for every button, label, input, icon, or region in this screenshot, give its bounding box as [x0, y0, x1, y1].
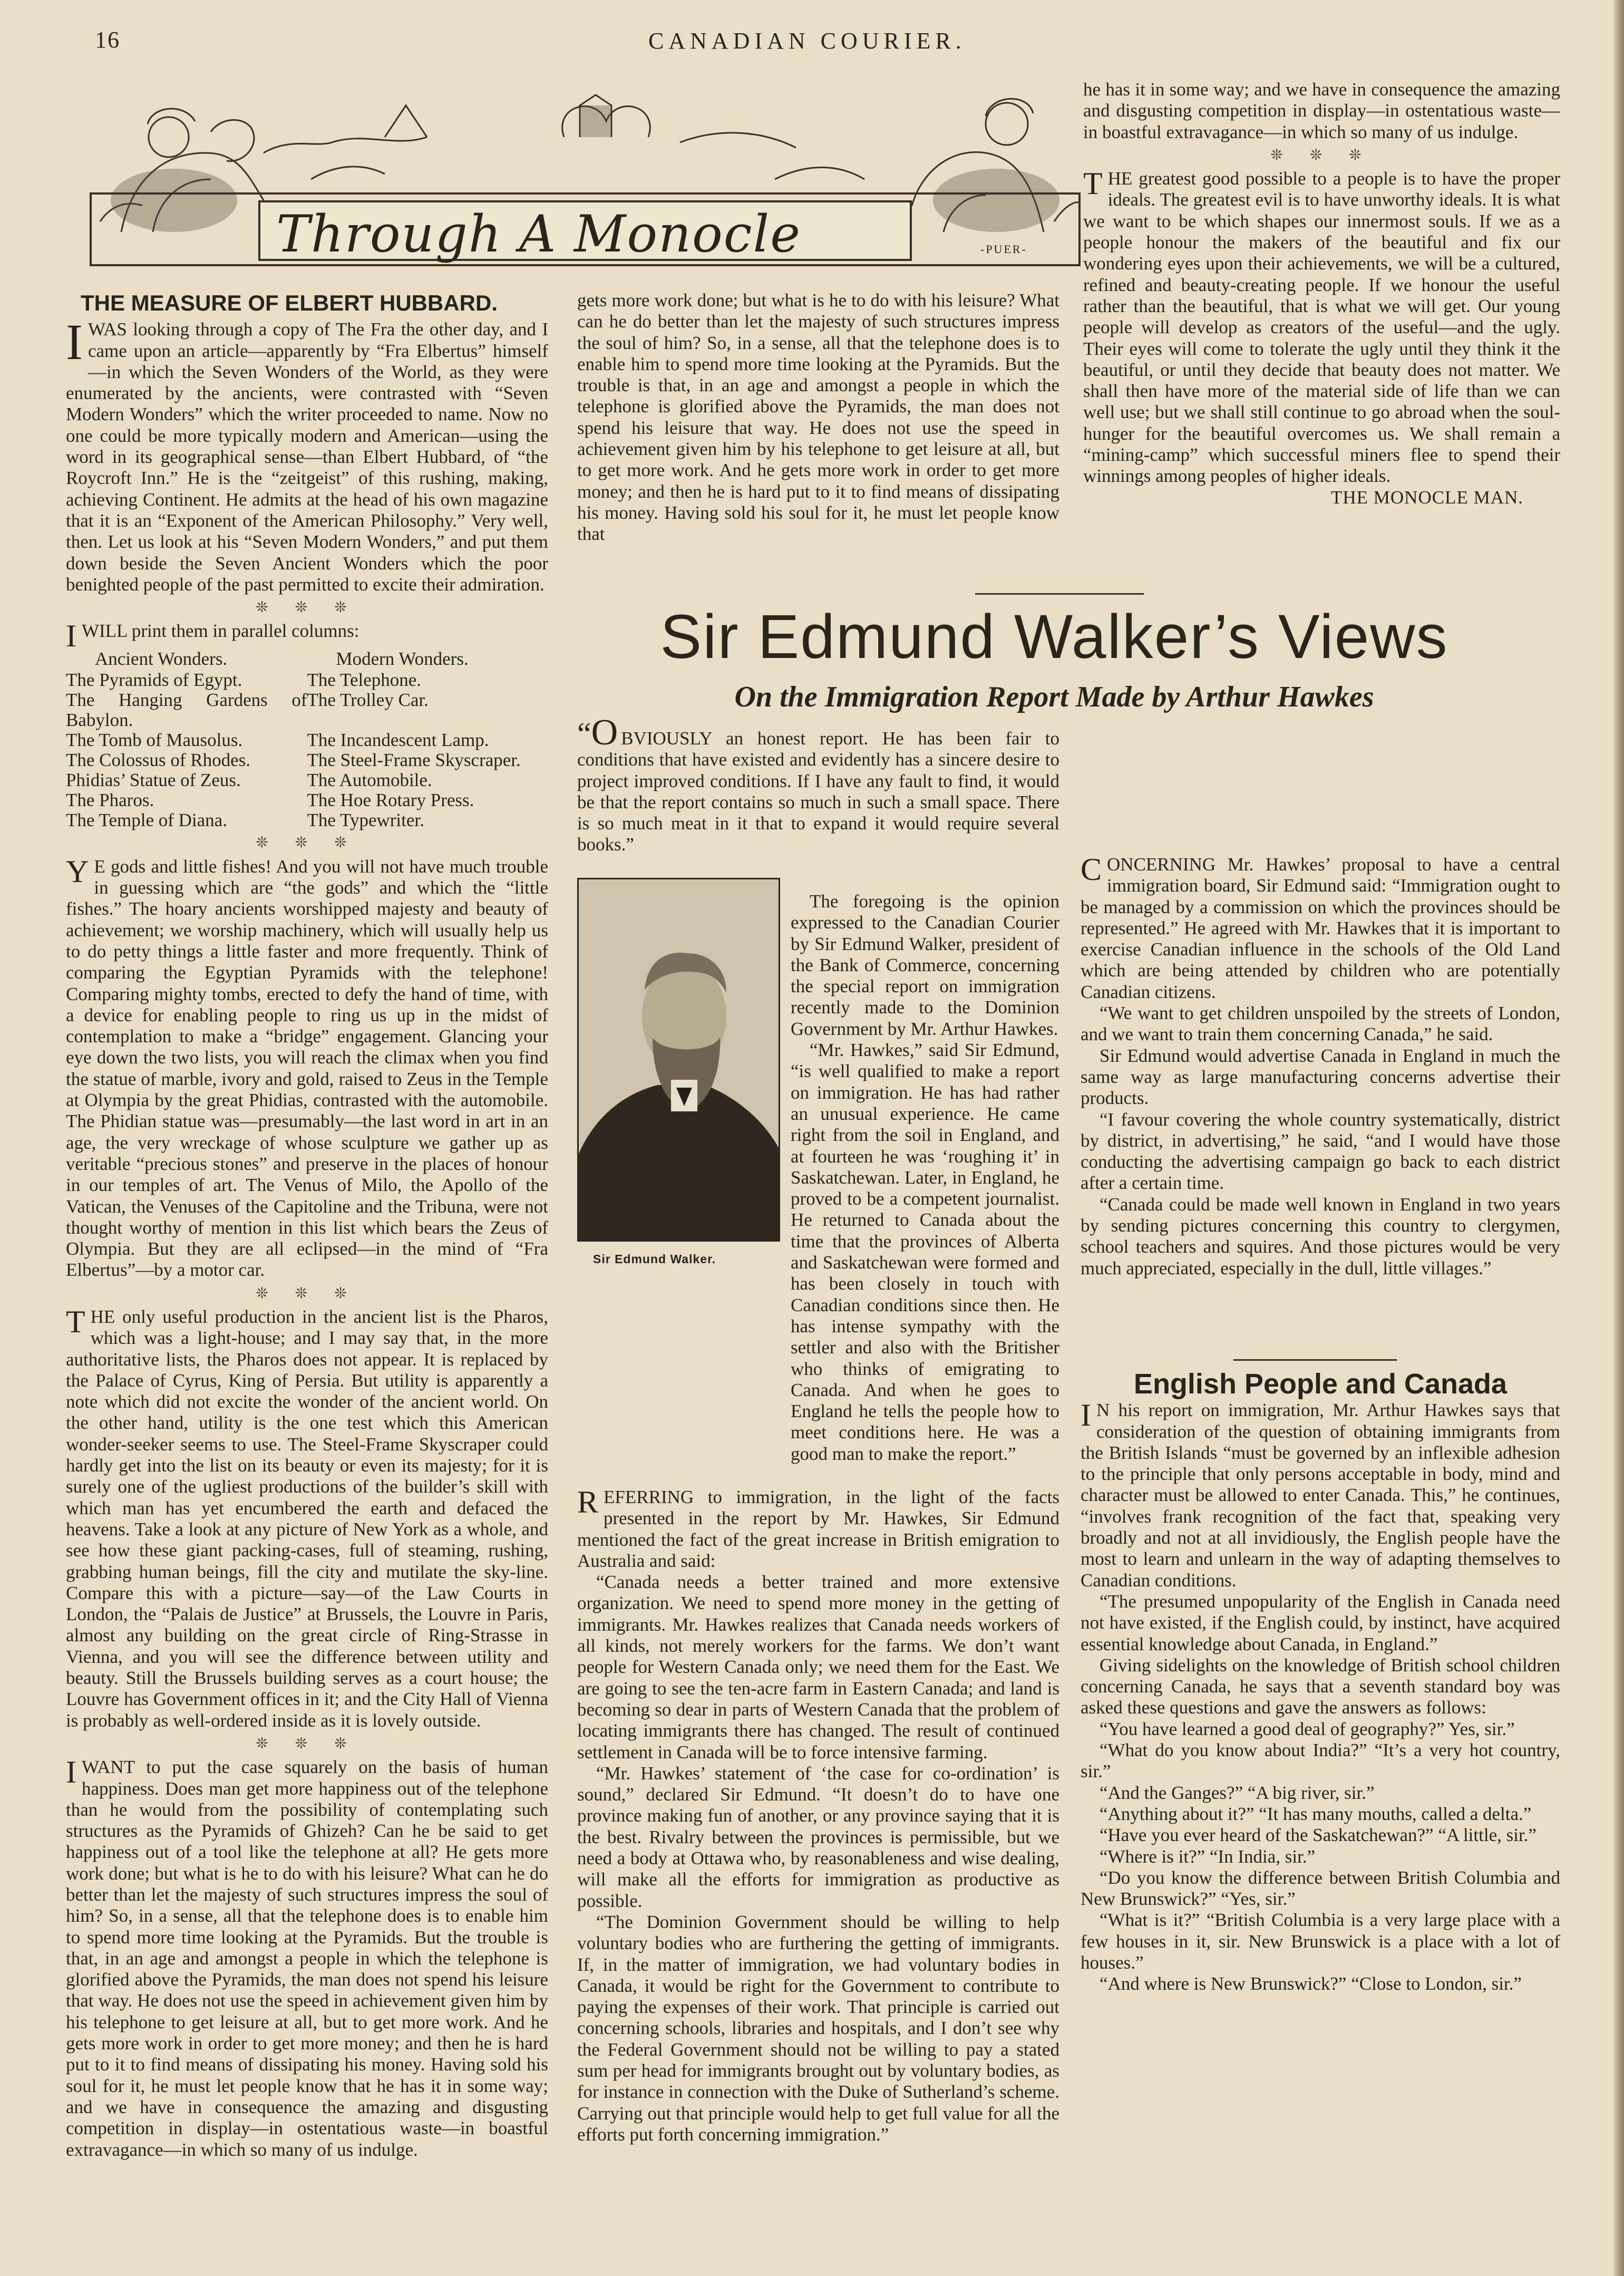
- walker-paragraph-1a: [577, 712, 1059, 856]
- drop-cap: R: [577, 1485, 599, 1519]
- page-binding-edge: [1613, 0, 1624, 2276]
- wonders-row: [66, 770, 548, 790]
- artist-signature: -PUER-: [980, 243, 1027, 256]
- open-quote: “: [577, 716, 591, 751]
- ancient-wonder: The Hanging Gardens of Babylon.: [66, 690, 307, 731]
- wonders-row: [66, 790, 548, 810]
- monocle-column-3: [1083, 79, 1560, 508]
- walker-paragraph-4: “Mr. Hawkes’ statement of ‘the case for co-ordination’ is sound,” declared Sir Edmund. “It doesn’t do to have one province making fun of another, or any province saying that it is the best. Rivalry between the provinces is permissible, but we need a body at Ottawa who, by reasonableness and wise dealing, will make all the efforts for immigration as productive as possible.: [577, 1762, 1059, 1911]
- walker-paragraph-2: [577, 1487, 1059, 1572]
- ancient-wonder: Phidias’ Statue of Zeus.: [66, 770, 241, 791]
- wonders-row: [66, 750, 548, 770]
- paragraph-text: HE only useful production in the ancient list is the Pharos, which was a light-house; and I may say that, in the more authoritative lists, the Pharos does not appear. It is replaced by the Palace of Cyrus, King of Persia. But utility is apparently a note which did not excite the wonder of the ancient world. On the other hand, utility is the one test which this American wonder-seeker seems to use. The Steel-Frame Skyscraper could hardly get into the list on its beauty or even its majesty; for it is surely one of the ugliest productions of the builder’s skill with which man has yet encumbered the earth and defaced the heavens. Take a look at any picture of New York as a whole, and see how these giant packing-cases, full of steaming, rushing, grabbing human beings, fill the city and mutilate the sky-line. Compare this with a picture—say—of the Law Courts in London, the “Palais de Justice” at Brussels, the Louvre in Paris, almost any building on the great circle of Ring-Strasse in Vienna, and you will see the difference between utility and beauty. Still the Brussels building serves as a court house; the Louvre has Government offices in it; and the City Hall of Vienna is probably as well-ordered inside as it is lovely outside.: [66, 1306, 548, 1731]
- ancient-wonder: The Pharos.: [66, 790, 154, 811]
- page-number: 16: [95, 27, 120, 53]
- english-paragraph-3: Giving sidelights on the knowledge of British school children concerning Canada, he says that a seventh standard boy was asked these questions and gave the answers as follows:: [1081, 1654, 1560, 1718]
- portrait-photo: [577, 878, 780, 1242]
- paragraph-text: WILL print them in parallel columns:: [81, 621, 359, 642]
- drop-cap: T: [66, 1304, 85, 1339]
- paragraph-text: HE greatest good possible to a people is to have the proper ideals. The greatest evil is to have unworthy ideals. It is what we want to be which shapes our innermost souls. If we as a people honour the makers of the beautiful and fix our wondering eyes upon their achievements, we will be a cultured, refined and beauty-creating people. If we honour the useful rather than the beautiful, that is what we will get. Our young people will develop as creators of the useful—and the ugly. Their eyes will come to tolerate the ugly until they think it the beautiful, or until they decide that beauty does not matter. We shall then have more of the material side of life than we can well use; but we shall still continue to go abroad when the soul-hunger for the beautiful overcomes us. We shall remain a “mining-camp” which successful miners flee to spend their winnings among peoples of higher ideals.: [1083, 168, 1560, 487]
- drop-cap: T: [1083, 166, 1103, 201]
- monocle-signature: THE MONOCLE MAN.: [1330, 487, 1523, 508]
- paragraph-text: EFERRING to immigration, in the light of the facts presented in the report by Mr. Hawkes, Sir Edmund mentioned the fact of the great increase in British emigration to Australia and said:: [577, 1487, 1059, 1571]
- monocle-column-2: [577, 290, 1059, 583]
- qa-line: “And the Ganges?” “A big river, sir.”: [1100, 1782, 1375, 1803]
- monocle-paragraph-2: [66, 618, 548, 654]
- qa-line: “Have you ever heard of the Saskatchewan?” “A little, sir.”: [1100, 1825, 1537, 1846]
- walker-paragraph-1c: “Mr. Hawkes,” said Sir Edmund, “is well qualified to make a report on immigration. He has had rather an unusual experience. He came right from the soil in England, and at fourteen he was ‘roughing it’ in Saskatchewan. Later, in England, he proved to be a competent journalist. He returned to Canada about the time that the provinces of Alberta and Saskatchewan were formed and has been closely in touch with Canadian conditions since then. He has intense sympathy with the settler and also with the Britisher who thinks of emigrating to Canada. And when he goes to England he tells the people how to meet conditions here. He was a good man to make the report.”: [791, 1040, 1059, 1464]
- modern-wonder: The Steel-Frame Skyscraper.: [307, 750, 521, 771]
- monocle-paragraph-3: [66, 856, 548, 1281]
- ancient-wonder: The Colossus of Rhodes.: [66, 750, 250, 771]
- walker-paragraph-6: [1081, 854, 1560, 1003]
- paragraph-text: N his report on immigration, Mr. Arthur Hawkes says that consideration of the question of obtaining immigrants from the British Islands “must be governed by an inflexible adhesion to the principle that only persons acceptable in body, mind and character must be allowed to enter Canada. This,” he continues, “involves frank recognition of the fact that, speaking very broadly and not at all invidiously, the English people have the most to learn and unlearn in the way of adapting themselves to Canadian conditions.: [1081, 1400, 1560, 1591]
- drop-cap: O: [591, 712, 618, 753]
- section-rule: [1233, 1359, 1397, 1361]
- monocle-paragraph-6: [1083, 168, 1560, 487]
- english-paragraph-1: [1081, 1400, 1560, 1591]
- modern-wonder: The Typewriter.: [307, 810, 424, 831]
- qa-line: “What do you know about India?” “It’s a very hot country, sir.”: [1081, 1740, 1560, 1782]
- wonders-table: [66, 649, 548, 830]
- section-divider-stars: ❊ ❊ ❊: [256, 1285, 358, 1302]
- walker-column-1-intro: [577, 712, 1059, 856]
- walker-paragraph-1b: The foregoing is the opinion expressed to the Canadian Courier by Sir Edmund Walker, president of the Bank of Commerce, concerning the special report on immigration recently made to the Dominion Government by Mr. Arthur Hawkes.: [791, 891, 1059, 1039]
- publication-title: CANADIAN COURIER.: [648, 28, 966, 54]
- section-divider-stars: ❊ ❊ ❊: [256, 1735, 358, 1752]
- column-title: Through A Monocle: [276, 205, 802, 264]
- english-paragraph-2: “The presumed unpopularity of the English in Canada need not have existed, if the English could, by instinct, have acquired essential knowledge about Canada, in England.”: [1081, 1591, 1560, 1654]
- modern-wonder: The Incandescent Lamp.: [307, 730, 489, 751]
- wonders-row: [66, 730, 548, 750]
- portrait-illustration: [579, 879, 780, 1242]
- qa-line: “Where is it?” “In India, sir.”: [1100, 1846, 1316, 1867]
- monocle-paragraph-5: [66, 1757, 548, 2161]
- walker-paragraph-5: “The Dominion Government should be willing to help voluntary bodies who are furthering the getting of immigrants. If, in the matter of immigration, we had voluntary bodies in Canada, it would be right for the Government to contribute to paying the expenses of their work. That principle is carried out concerning schools, libraries and hospitals, and I don’t see why the Federal Government should not be willing to pay a stated sum per head for immigrants brought out by voluntary bodies, as for instance in connection with the Duke of Sutherland’s scheme. Carrying out that principle would help to get full value for all the efforts put forth concerning immigration.”: [577, 1911, 1059, 2145]
- drop-cap: I: [1081, 1398, 1091, 1433]
- section-rule: [975, 593, 1144, 595]
- modern-wonders-header: Modern Wonders.: [336, 648, 469, 670]
- article-title: Sir Edmund Walker’s Views: [660, 602, 1448, 672]
- section-divider-stars: ❊ ❊ ❊: [256, 835, 358, 851]
- section-divider-stars: ❊ ❊ ❊: [1270, 147, 1373, 163]
- qa-line: “You have learned a good deal of geography?” Yes, sir.”: [1100, 1718, 1515, 1739]
- ancient-wonder: The Tomb of Mausolus.: [66, 730, 243, 751]
- monocle-paragraph-5-continued: gets more work done; but what is he to do with his leisure? What can he do better than let the majesty of such structures impress the soul of him? So, in a sense, all that the telephone does is to enable him to spend more time looking at the Pyramids. But the trouble is that, in an age and amongst a people in which the telephone is glorified above the Pyramids, the man does not spend his leisure that way. He does not use the speed in achievement given him by his telephone to get leisure at all, but to get more work. And he gets more work in order to get more money; and then he is hard put to it to find means of dissipating his money. Having sold his soul for it, he must let people know that: [577, 290, 1059, 545]
- modern-wonder: The Automobile.: [307, 770, 432, 791]
- article-subtitle: On the Immigration Report Made by Arthur Hawkes: [734, 681, 1374, 713]
- wonders-header-row: [66, 649, 548, 670]
- qa-line: “Anything about it?” “It has many mouths, called a delta.”: [1100, 1803, 1532, 1824]
- walker-paragraph-8: Sir Edmund would advertise Canada in England in much the same way as large manufacturing concerns advertise their products.: [1081, 1045, 1560, 1109]
- drop-cap: I: [66, 314, 83, 371]
- modern-wonder: The Hoe Rotary Press.: [307, 790, 474, 811]
- section-divider-stars: ❊ ❊ ❊: [256, 599, 358, 616]
- walker-column-2: [1081, 854, 1560, 1279]
- walker-paragraph-7: “We want to get children unspoiled by the streets of London, and we want to train them concerning Canada,” he said.: [1081, 1003, 1560, 1045]
- walker-column-1-lower: [577, 1487, 1059, 2145]
- monocle-paragraph-1: [66, 314, 548, 595]
- wonders-row: [66, 670, 548, 690]
- qa-line: “What is it?” “British Columbia is a very large place with a few houses in it, sir. New Brunswick is a place with a lot of houses.”: [1081, 1910, 1560, 1973]
- drop-cap: I: [66, 1755, 76, 1790]
- ancient-wonders-header: Ancient Wonders.: [95, 648, 228, 670]
- monocle-paragraph-4: [66, 1306, 548, 1731]
- modern-wonder: The Telephone.: [307, 670, 422, 691]
- qa-line: “Do you know the difference between British Columbia and New Brunswick?” “Yes, sir.”: [1081, 1867, 1560, 1910]
- monocle-column-1: [66, 290, 548, 2161]
- english-section-heading: English People and Canada: [1133, 1368, 1508, 1400]
- drop-cap: C: [1081, 852, 1102, 887]
- paragraph-text: ONCERNING Mr. Hawkes’ proposal to have a central immigration board, Sir Edmund said: “Immigration ought to be managed by a commission on which the provinces should be represented.” He agreed with Mr. Hawkes that it is important to exercise Canadian influence in the schools of the Old Land which are being attended by children who are potentially Canadian citizens.: [1081, 854, 1560, 1002]
- wonders-row: [66, 810, 548, 830]
- paragraph-text: WANT to put the case squarely on the basis of human happiness. Does man get more happiness out of the telephone than he would from the possibility of contemplating such structures as the Pyramids of Ghizeh? Can he be said to get happiness out of a tool like the telephone at all? He gets more work done; but what is he to do with his leisure? What can he do better than let the majesty of such structures impress the soul of him? So, in a sense, all that the telephone does is to enable him to spend more time looking at the Pyramids. But the trouble is that, in an age and amongst a people in which the telephone is glorified above the Pyramids, the man does not spend his leisure that way. He does not use the speed in achievement given him by his telephone to get leisure at all, but to get more work. And he gets more work in order to get more money; and then he is hard put to it to find means of dissipating his money. Having sold his soul for it, he must let people know that he has it in some way; and we have in consequence the amazing and disgusting competition in display—in ostentatious waste—in boastful extravagance—in which so many of us indulge.: [66, 1757, 548, 2160]
- qa-line: “And where is New Brunswick?” “Close to London, sir.”: [1100, 1973, 1522, 1994]
- modern-wonder: The Trolley Car.: [307, 690, 429, 711]
- monocle-heading: THE MEASURE OF ELBERT HUBBARD.: [81, 290, 498, 315]
- walker-paragraph-9: “I favour covering the whole country systematically, district by district, in advertising,” he said, “and I would have those conducting the advertising campaign go back to each district after a certain time.: [1081, 1109, 1560, 1194]
- paragraph-text: WAS looking through a copy of The Fra the other day, and I came upon an article—apparently by “Fra Elbertus” himself—in which the Seven Wonders of the World, as they were enumerated by the ancients, were contrasted with “Seven Modern Wonders” which the writer proceeded to name. Now no one could be more typically modern and American—using the word in its geographical sense—than Elbert Hubbard, of “the Roycroft Inn.” He is the “zeitgeist” of this rushing, making, achieving Continent. He admits at the head of his own magazine that it is an “Exponent of the American Philosophy.” Very well, then. Let us look at his “Seven Modern Wonders,” and put them down beside the Seven Ancient Wonders which the poor benighted people of the past permitted to excite their admiration.: [66, 319, 548, 595]
- monocle-paragraph-5-end: he has it in some way; and we have in consequence the amazing and disgusting competition in display—in ostentatious waste—in boastful extravagance—in which so many of us indulge.: [1083, 79, 1560, 142]
- ancient-wonder: The Pyramids of Egypt.: [66, 670, 242, 691]
- english-section: [1081, 1368, 1560, 1995]
- drop-cap: I: [66, 618, 76, 654]
- photo-caption: Sir Edmund Walker.: [593, 1252, 716, 1266]
- walker-column-1-beside-photo: [791, 891, 1059, 1465]
- paragraph-text: BVIOUSLY an honest report. He has been fair to conditions that have existed and evidently has a sincere desire to project improved conditions. If I have any fault to find, it would be that the report contains so much in such a small space. There is so much meat in it that to expand it would require several books.”: [577, 728, 1059, 855]
- walker-paragraph-10: “Canada could be made well known in England in two years by sending pictures concerning this country to clergymen, school teachers and squires. And those pictures would be very much appreciated, especially in the dull, little villages.”: [1081, 1194, 1560, 1279]
- ancient-wonder: The Temple of Diana.: [66, 810, 227, 831]
- drop-cap: Y: [66, 854, 89, 889]
- walker-paragraph-3: “Canada needs a better trained and more extensive organization. We need to spend more money in the getting of immigrants. Mr. Hawkes realizes that Canada needs workers of all kinds, not merely workers for the farms. We don’t want people for Western Canada only; we need them for the East. We are going to see the ten-acre farm in Eastern Canada; and land is becoming so dear in parts of Western Canada that the problem of locating immigrants there has changed. The result of continued settlement in Canada will be to force intensive farming.: [577, 1572, 1059, 1762]
- paragraph-text: E gods and little fishes! And you will not have much trouble in guessing which are “the gods” and which the “little fishes.” The hoary ancients worshipped majesty and beauty of achievement; we worship machinery, which will usually help us to do petty things a little faster and more frequently. Think of comparing the Egyptian Pyramids with the telephone! Comparing mighty tombs, erected to defy the hand of time, with a device for enabling people to ring us up in the midst of contemplation to make a “bridge” engagement. Glancing your eye down the two lists, you will reach the climax when you find the statue of marble, ivory and gold, raised to Zeus in the Temple at Olympia by the great Phidias, contrasted with the automobile. The Phidian statue was—presumably—the last word in art in an age, the very wreckage of whose sculpture we gather up as veritable “precious stones” and preserve in the places of honour in our temples of art. The Venus of Milo, the Apollo of the Vatican, the Venuses of the Capitoline and the Tribuna, were not thought worthy of mention in this list which bears the Zeus of Olympia. But they are all eclipsed—in the mind of “Fra Elbertus”—by a motor car.: [66, 856, 548, 1281]
- column-banner: [90, 74, 1081, 269]
- banner-title-box: [258, 200, 912, 264]
- wonders-row: [66, 690, 548, 730]
